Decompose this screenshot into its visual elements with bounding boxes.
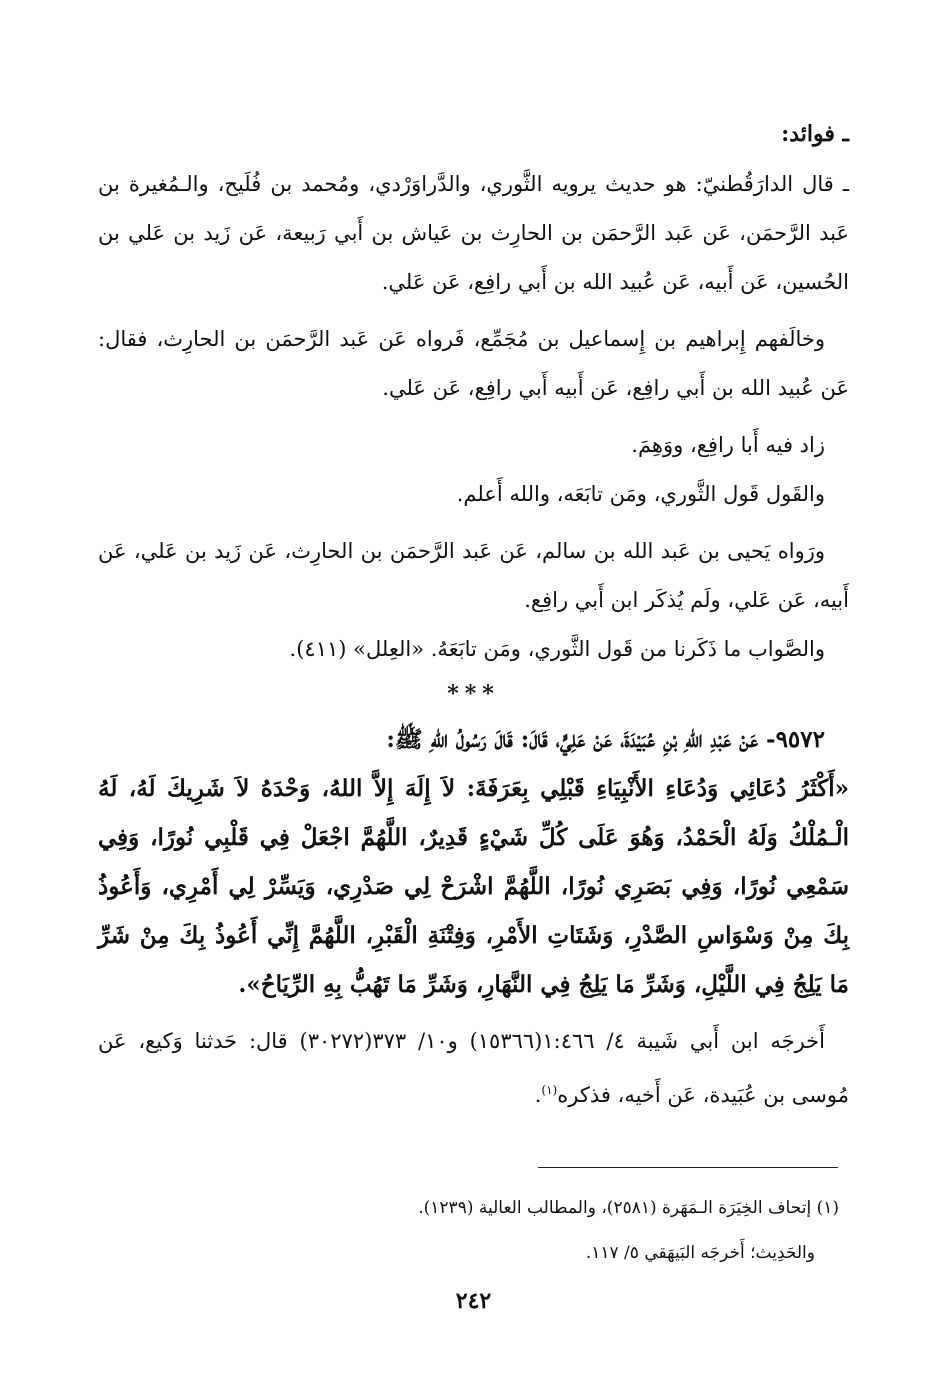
hadith-text: «أَكْثَرُ دُعَائِي وَدُعَاءِ الأَنْبِيَاءِ قَبْلِي بِعَرَفَةَ: لاَ إِلَهَ إِلاَّ اللهُ، وَحْدَهُ لاَ شَرِيكَ لَهُ، لَهُ الْـمُلْكُ وَلَهُ الْحَمْدُ، وَهُوَ عَلَى كُلِّ شَيْءٍ قَدِيرٌ، اللَّهُمَّ اجْعَلْ فِي قَلْبِي نُورًا، وَفِي سَمْعِي نُورًا، وَفِي بَصَرِي نُورًا، اللَّهُمَّ اشْرَحْ لِي صَدْرِي، وَيَسِّرْ لِي أَمْرِي، وَأَعُوذُ بِكَ مِنْ وَسْوَاسِ الصَّدْرِ، وَشَتَاتِ الأَمْرِ، وَفِتْنَةِ الْقَبْرِ، اللَّهُمَّ إِنِّي أَعُوذُ بِكَ مِنْ شَرِّ مَا يَلِجُ فِي اللَّيْلِ، وَشَرِّ مَا يَلِجُ فِي النَّهَارِ، وَشَرِّ مَا تَهُبُّ بِهِ الرِّيَاحُ». bbox=[98, 775, 849, 998]
paragraph: ـ قال الدارَقُطنيّ: هو حديث يرويه الثَّوري، والدَّراوَرْدي، ومُحمد بن فُلَيح، والـمُغيرة بن عَبد الرَّحمَن، عَن عَبد الرَّحمَن بن الحارِث بن عَياش بن أَبي رَبيعة، عَن زَيد بن عَلي بن الحُسين، عَن أَبيه، عَن عُبيد الله بن أَبي رافِع، عَن عَلي. bbox=[98, 172, 849, 294]
paragraph: ورَواه يَحيى بن عَبد الله بن سالم، عَن عَبد الرَّحمَن بن الحارِث، عَن زَيد بن عَلي، عَن أَبيه، عَن عَلي، ولَم يُذكَر ابن أَبي رافِع. bbox=[98, 539, 849, 612]
takhrij-text: أَخرجَه ابن أَبي شَيبة ٤/ ١:٤٦٦(١٥٣٦٦) و١٠/ ٣٧٣(٣٠٢٧٢) قال: حَدثنا وَكيع، عَن مُوسى بن عُبَيدة، عَن أَخيه، فذكره bbox=[98, 1029, 849, 1107]
takhrij-end: . bbox=[534, 1083, 542, 1107]
footnote-reference: (١) bbox=[541, 1083, 558, 1097]
paragraph: وخالَفهم إِبراهيم بن إِسماعيل بن مُجَمِّع، فَرواه عَن عَبد الرَّحمَن بن الحارِث، فقال: عَن عُبيد الله بن أَبي رافِع، عَن أَبيه أَبي رافِع، عَن عَلي. bbox=[98, 327, 849, 400]
footnote-divider bbox=[538, 1167, 838, 1168]
footnote: والحَدِيث؛ أَخرجَه البَيهَقي ٥/ ١١٧. bbox=[585, 1243, 815, 1263]
paragraph: زاد فيه أَبا رافِع، ووَهِمَ. bbox=[631, 433, 825, 457]
paragraph: والصَّواب ما ذَكَرنا من قَول الثَّوري، ومَن تابَعَهُ. «العِلل» (٤١١). bbox=[289, 637, 825, 661]
paragraph: والقَول قَول الثَّوري، ومَن تابَعَه، والله أَعلم. bbox=[456, 482, 825, 506]
footnotes bbox=[98, 1186, 839, 1276]
section-heading: ـ فوائد: bbox=[781, 121, 849, 147]
section-separator: *** bbox=[447, 681, 500, 707]
takhrij-paragraph bbox=[98, 1017, 849, 1120]
footnote: (١) إتحاف الخِيَرَة الـمَهَرة (٢٥٨١)، والمطالب العالية (١٢٣٩). bbox=[418, 1198, 839, 1218]
hadith-header: ٩٥٧٢- عَنْ عَبْدِ اللهِ بْنِ عُبَيْدَةَ، عَنْ عَلِيٍّ، قَالَ: قَالَ رَسُولُ اللهِ ﷺ: bbox=[386, 726, 825, 753]
page-number: ٢٤٢ bbox=[455, 1288, 492, 1314]
main-text bbox=[98, 112, 849, 1120]
